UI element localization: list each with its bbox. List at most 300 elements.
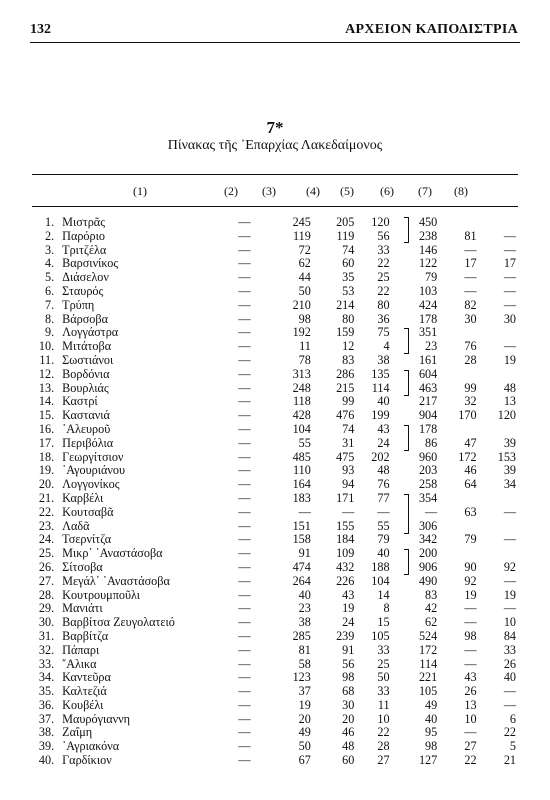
table-number: 7* — [266, 118, 284, 137]
cell-col-2: — — [238, 380, 251, 395]
cell-col-4: 56 — [342, 656, 355, 671]
running-head: ΑΡΧΕΙΟΝ ΚΑΠΟΔΙΣΤΡΙΑ — [345, 22, 518, 37]
cell-col-6: 40 — [425, 711, 438, 726]
cell-col-6: 424 — [418, 297, 438, 312]
table-row — [0, 326, 520, 340]
cell-col-7: 32 — [464, 394, 477, 409]
row-number: 4. — [45, 256, 55, 271]
cell-col-7 — [441, 520, 480, 534]
table-row — [0, 313, 520, 327]
cell-col-2: — — [238, 587, 251, 602]
row-number: 38. — [38, 725, 55, 740]
cell-col-2: — — [238, 753, 251, 768]
cell-col-8: 19 — [503, 352, 516, 367]
cell-col-3: 49 — [298, 725, 311, 740]
row-number: 25. — [38, 546, 55, 561]
cell-col-8 — [481, 423, 520, 437]
row-number: 20. — [38, 477, 55, 492]
row-number: 31. — [38, 628, 55, 643]
cell-col-2: — — [238, 628, 251, 643]
village-name: Τσερνίτζα — [62, 532, 112, 547]
cell-col-2: — — [238, 339, 251, 354]
cell-col-5: 188 — [371, 559, 390, 574]
table-row — [0, 713, 520, 727]
table-row — [0, 754, 520, 768]
village-name: Λαδᾶ — [62, 518, 90, 533]
cell-col-7: 27 — [464, 739, 477, 754]
cell-col-6: 114 — [419, 656, 438, 671]
cell-col-5: 36 — [377, 311, 390, 326]
cell-col-5: 22 — [377, 283, 390, 298]
table-row — [0, 340, 520, 354]
cell-col-6: 83 — [425, 587, 438, 602]
row-number: 23. — [38, 518, 55, 533]
cell-col-8: — — [503, 601, 516, 616]
cell-col-3: 55 — [298, 435, 311, 450]
cell-col-6: 161 — [418, 352, 438, 367]
table-row — [0, 230, 520, 244]
cell-col-3: 192 — [292, 325, 311, 340]
cell-col-3: 313 — [292, 366, 311, 381]
cell-col-7: — — [464, 725, 477, 740]
group-brace — [404, 328, 409, 354]
village-name: Λογγάστρα — [62, 325, 119, 340]
cell-col-8: — — [503, 270, 516, 285]
cell-col-6: 23 — [425, 339, 438, 354]
cell-col-4: 184 — [336, 532, 355, 547]
row-number: 13. — [38, 380, 55, 395]
cell-col-2: — — [238, 215, 251, 229]
cell-col-2: — — [238, 656, 251, 671]
population-table-body — [0, 216, 520, 768]
cell-col-6: 127 — [418, 753, 438, 768]
cell-col-2: — — [238, 283, 251, 298]
cell-col-7 — [441, 492, 480, 506]
cell-col-3: — — [298, 504, 311, 519]
cell-col-7 — [441, 326, 480, 340]
cell-col-4: 239 — [336, 628, 355, 643]
cell-col-2: — — [238, 711, 251, 726]
village-name: Γεωργίτσιον — [62, 449, 124, 464]
cell-col-6: 172 — [418, 642, 438, 657]
cell-col-6: 203 — [418, 463, 438, 478]
cell-col-3: 20 — [298, 711, 311, 726]
cell-col-8: 153 — [497, 449, 516, 464]
cell-col-4: 93 — [342, 463, 355, 478]
cell-col-6: 238 — [418, 228, 438, 243]
table-row — [0, 299, 520, 313]
cell-col-3: 11 — [299, 339, 311, 354]
cell-col-4: 43 — [342, 587, 355, 602]
village-name: Καρβέλι — [62, 490, 104, 505]
table-row — [0, 520, 520, 534]
cell-col-8: — — [503, 297, 516, 312]
cell-col-8: 33 — [503, 642, 516, 657]
cell-col-5: 8 — [383, 601, 390, 616]
cell-col-4: 155 — [336, 518, 355, 533]
village-name: Μικρ᾿ ᾿Αναστάσοβα — [62, 546, 163, 561]
group-brace — [404, 494, 409, 534]
village-name: Βάρσοβα — [62, 311, 108, 326]
village-name: ᾿Αγουριάνου — [62, 463, 126, 478]
cell-col-6: 62 — [425, 615, 438, 630]
village-name: Μιτάτοβα — [62, 339, 112, 354]
cell-col-6: 95 — [425, 725, 438, 740]
cell-col-8: — — [503, 697, 516, 712]
cell-col-5: 48 — [377, 463, 390, 478]
cell-col-2: — — [238, 532, 251, 547]
cell-col-4: 12 — [342, 339, 355, 354]
cell-col-3: 158 — [292, 532, 311, 547]
village-name: Βουρλιάς — [62, 380, 109, 395]
cell-col-2: — — [238, 477, 251, 492]
cell-col-3: 118 — [293, 394, 311, 409]
cell-col-7: 13 — [464, 697, 477, 712]
table-row — [0, 726, 520, 740]
table-row — [0, 533, 520, 547]
cell-col-4: 226 — [336, 573, 355, 588]
column-header-3: (3) — [262, 184, 276, 198]
cell-col-7: 17 — [464, 256, 477, 271]
table-row — [0, 658, 520, 672]
cell-col-7 — [441, 216, 480, 230]
cell-col-7: 98 — [464, 628, 477, 643]
cell-col-6: 258 — [418, 477, 438, 492]
cell-col-3: 123 — [292, 670, 311, 685]
table-row — [0, 257, 520, 271]
row-number: 28. — [38, 587, 55, 602]
cell-col-8: 21 — [503, 753, 516, 768]
cell-col-2: — — [238, 242, 251, 257]
cell-col-4: 159 — [336, 325, 355, 340]
cell-col-4: 31 — [342, 435, 355, 450]
cell-col-5: 76 — [377, 477, 390, 492]
cell-col-2: — — [238, 435, 251, 450]
cell-col-7: 10 — [464, 711, 477, 726]
cell-col-7: 99 — [464, 380, 477, 395]
row-number: 16. — [38, 421, 55, 436]
row-number: 5. — [45, 270, 55, 285]
cell-col-7: 26 — [464, 684, 477, 699]
cell-col-8: 40 — [503, 670, 516, 685]
cell-col-6: 178 — [418, 421, 438, 436]
cell-col-5: 22 — [377, 256, 390, 271]
table-row — [0, 671, 520, 685]
table-row — [0, 630, 520, 644]
table-row — [0, 616, 520, 630]
cell-col-5: 15 — [377, 615, 390, 630]
cell-col-3: 98 — [298, 311, 311, 326]
cell-col-5: 25 — [377, 270, 390, 285]
cell-col-4: 48 — [342, 739, 355, 754]
row-number: 14. — [38, 394, 55, 409]
cell-col-8: — — [503, 283, 516, 298]
cell-col-6: 86 — [425, 435, 438, 450]
table-row — [0, 506, 520, 520]
row-number: 17. — [38, 435, 55, 450]
cell-col-5: 77 — [377, 490, 390, 505]
page-number: 132 — [30, 22, 51, 37]
cell-col-8: 34 — [503, 477, 516, 492]
cell-col-4: 91 — [342, 642, 355, 657]
row-number: 27. — [38, 573, 55, 588]
cell-col-6: 79 — [425, 270, 438, 285]
row-number: 22. — [38, 504, 55, 519]
cell-col-4: 205 — [336, 215, 355, 229]
cell-col-4: 94 — [342, 477, 355, 492]
cell-col-2: — — [238, 352, 251, 367]
village-name: Λογγονίκος — [62, 477, 120, 492]
cell-col-4: 74 — [342, 242, 355, 257]
cell-col-5: 120 — [371, 215, 390, 229]
village-name: Σταυρός — [62, 283, 104, 298]
village-name: Μαυρόγιαννη — [62, 711, 131, 726]
cell-col-5: 135 — [371, 366, 390, 381]
cell-col-2: — — [238, 546, 251, 561]
header-rule — [30, 42, 520, 43]
cell-col-2: — — [238, 642, 251, 657]
cell-col-3: 104 — [292, 421, 311, 436]
cell-col-3: 44 — [298, 270, 311, 285]
cell-col-5: 11 — [377, 697, 390, 712]
cell-col-3: 67 — [298, 753, 311, 768]
cell-col-2: — — [238, 725, 251, 740]
table-header-rule — [32, 206, 518, 207]
village-name: Διάσελον — [62, 270, 109, 285]
cell-col-5: 24 — [377, 435, 390, 450]
cell-col-8 — [481, 216, 520, 230]
table-row — [0, 354, 520, 368]
cell-col-7: 30 — [464, 311, 477, 326]
cell-col-3: 264 — [292, 573, 311, 588]
table-row — [0, 699, 520, 713]
cell-col-8 — [481, 368, 520, 382]
cell-col-8: — — [503, 242, 516, 257]
cell-col-7: 76 — [464, 339, 477, 354]
village-name: Βορδόνια — [62, 366, 110, 381]
cell-col-2: — — [238, 697, 251, 712]
cell-col-8: 13 — [503, 394, 516, 409]
cell-col-8: — — [503, 573, 516, 588]
cell-col-8: 39 — [503, 463, 516, 478]
cell-col-6: 42 — [425, 601, 438, 616]
cell-col-3: 23 — [298, 601, 311, 616]
cell-col-4: 286 — [336, 366, 355, 381]
table-row — [0, 575, 520, 589]
row-number: 15. — [38, 408, 55, 423]
cell-col-4: 30 — [342, 697, 355, 712]
cell-col-5: 40 — [377, 394, 390, 409]
village-name: Κουβέλι — [62, 697, 104, 712]
cell-col-6: 178 — [418, 311, 438, 326]
row-number: 10. — [38, 339, 55, 354]
village-name: Πάπαρι — [62, 642, 100, 657]
cell-col-4: 109 — [336, 546, 355, 561]
row-number: 37. — [38, 711, 55, 726]
cell-col-6: 122 — [418, 256, 438, 271]
cell-col-7: — — [464, 642, 477, 657]
column-header-4: (4) — [306, 184, 320, 198]
group-brace — [404, 425, 409, 451]
cell-col-8 — [481, 547, 520, 561]
row-number: 7. — [45, 297, 55, 312]
cell-col-5: 33 — [377, 684, 390, 699]
cell-col-2: — — [238, 297, 251, 312]
village-name: Μανιάτι — [62, 601, 103, 616]
cell-col-2: — — [238, 615, 251, 630]
cell-col-5: 28 — [377, 739, 390, 754]
row-number: 29. — [38, 601, 55, 616]
cell-col-5: 104 — [371, 573, 390, 588]
row-number: 1. — [45, 215, 55, 229]
cell-col-2: — — [238, 311, 251, 326]
cell-col-6: 463 — [418, 380, 438, 395]
village-name: ᾿Αλευροῦ — [62, 421, 111, 436]
table-row — [0, 478, 520, 492]
population-table — [0, 216, 520, 768]
cell-col-5: 56 — [377, 228, 390, 243]
cell-col-7: — — [464, 601, 477, 616]
cell-col-8: 19 — [503, 587, 516, 602]
cell-col-4: 46 — [342, 725, 355, 740]
cell-col-7: — — [464, 283, 477, 298]
cell-col-3: 81 — [298, 642, 311, 657]
cell-col-3: 119 — [293, 228, 311, 243]
cell-col-2: — — [238, 463, 251, 478]
row-number: 3. — [45, 242, 55, 257]
table-row — [0, 368, 520, 382]
cell-col-8: 17 — [503, 256, 516, 271]
table-row — [0, 464, 520, 478]
cell-col-8: 26 — [503, 656, 516, 671]
cell-col-5: 114 — [371, 380, 390, 395]
cell-col-7 — [441, 368, 480, 382]
cell-col-5: 10 — [377, 711, 390, 726]
cell-col-5: 22 — [377, 725, 390, 740]
cell-col-3: 151 — [292, 518, 311, 533]
cell-col-5: 55 — [377, 518, 390, 533]
row-number: 6. — [45, 283, 55, 298]
cell-col-2: — — [238, 366, 251, 381]
row-number: 33. — [38, 656, 55, 671]
village-name: Περιβόλια — [62, 435, 114, 450]
cell-col-4: 35 — [342, 270, 355, 285]
cell-col-4: 83 — [342, 352, 355, 367]
cell-col-7: 19 — [464, 587, 477, 602]
column-header-6: (6) — [380, 184, 394, 198]
cell-col-7: — — [464, 242, 477, 257]
cell-col-2: — — [238, 504, 251, 519]
cell-col-4: — — [342, 504, 355, 519]
village-name: Καντεῦρα — [62, 670, 111, 685]
cell-col-7: 79 — [464, 532, 477, 547]
group-brace — [404, 217, 409, 243]
cell-col-2: — — [238, 518, 251, 533]
cell-col-4: 171 — [336, 490, 355, 505]
cell-col-6: 306 — [418, 518, 438, 533]
cell-col-4: 432 — [336, 559, 355, 574]
cell-col-3: 50 — [298, 283, 311, 298]
table-row — [0, 382, 520, 396]
table-row — [0, 451, 520, 465]
table-row — [0, 271, 520, 285]
group-brace — [404, 549, 409, 575]
cell-col-7: — — [464, 615, 477, 630]
village-name: Γαρδίκιον — [62, 753, 112, 768]
cell-col-8: — — [503, 228, 516, 243]
cell-col-4: 60 — [342, 753, 355, 768]
cell-col-5: 25 — [377, 656, 390, 671]
cell-col-2: — — [238, 228, 251, 243]
cell-col-3: 62 — [298, 256, 311, 271]
cell-col-4: 98 — [342, 670, 355, 685]
table-row — [0, 285, 520, 299]
cell-col-3: 72 — [298, 242, 311, 257]
cell-col-3: 78 — [298, 352, 311, 367]
table-row — [0, 244, 520, 258]
cell-col-2: — — [238, 270, 251, 285]
cell-col-3: 245 — [292, 215, 311, 229]
village-name: Κουτρουμποῦλι — [62, 587, 141, 602]
village-name: Μιστρᾶς — [62, 215, 106, 229]
cell-col-5: 199 — [371, 408, 390, 423]
cell-col-5: 38 — [377, 352, 390, 367]
cell-col-5: 43 — [377, 421, 390, 436]
cell-col-5: 79 — [377, 532, 390, 547]
cell-col-7: 82 — [464, 297, 477, 312]
row-number: 32. — [38, 642, 55, 657]
row-number: 19. — [38, 463, 55, 478]
cell-col-6: 354 — [418, 490, 438, 505]
column-header-5: (5) — [340, 184, 354, 198]
cell-col-4: 119 — [336, 228, 355, 243]
cell-col-8: — — [503, 532, 516, 547]
row-number: 8. — [45, 311, 55, 326]
cell-col-4: 214 — [336, 297, 355, 312]
village-name: Σίτσοβα — [62, 559, 103, 574]
cell-col-7: 172 — [458, 449, 477, 464]
table-title: Πίνακας τῆς ᾿Επαρχίας Λακεδαίμονος — [167, 138, 383, 153]
village-name: Κουτσαβᾶ — [62, 504, 114, 519]
cell-col-3: 285 — [292, 628, 311, 643]
table-row — [0, 740, 520, 754]
cell-col-6: 906 — [418, 559, 438, 574]
village-name: Βαρσινίκος — [62, 256, 119, 271]
table-row — [0, 216, 520, 230]
cell-col-2: — — [238, 408, 251, 423]
table-row — [0, 644, 520, 658]
cell-col-5: 105 — [371, 628, 390, 643]
group-brace — [404, 370, 409, 396]
cell-col-6: — — [425, 504, 438, 519]
cell-col-8: — — [503, 684, 516, 699]
cell-col-5: — — [377, 504, 390, 519]
row-number: 2. — [45, 228, 55, 243]
row-number: 18. — [38, 449, 55, 464]
table-row — [0, 437, 520, 451]
cell-col-6: 904 — [418, 408, 438, 423]
cell-col-3: 110 — [293, 463, 311, 478]
village-name: Καλτεζιά — [62, 684, 107, 699]
row-number: 39. — [38, 739, 55, 754]
cell-col-7: 28 — [464, 352, 477, 367]
cell-col-7: 170 — [458, 408, 477, 423]
cell-col-2: — — [238, 670, 251, 685]
cell-col-6: 49 — [425, 697, 438, 712]
table-row — [0, 589, 520, 603]
cell-col-3: 40 — [298, 587, 311, 602]
cell-col-7: 47 — [464, 435, 477, 450]
